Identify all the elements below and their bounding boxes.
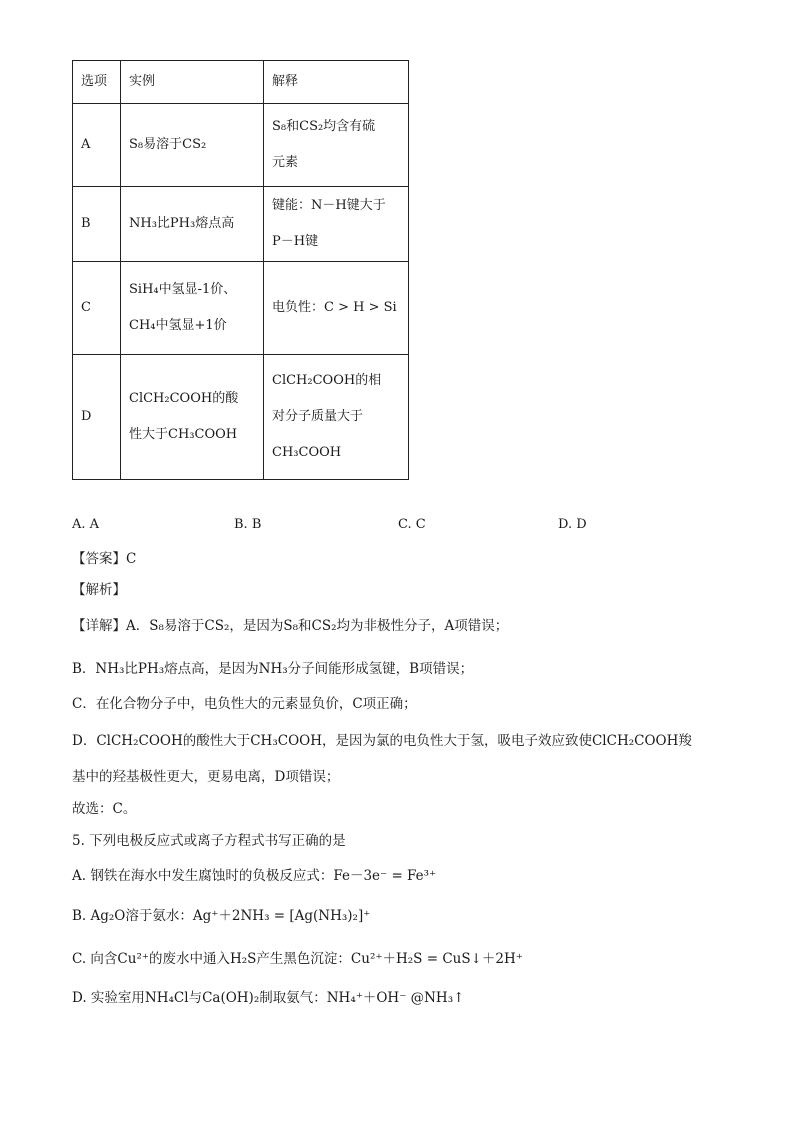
choice-c: C. C	[398, 517, 426, 532]
table-row	[73, 262, 409, 355]
example-line: CH₄中氢显+1价	[129, 318, 227, 333]
explanation-line: ClCH₂COOH的相	[272, 373, 382, 388]
options-table	[72, 60, 409, 480]
option-label: C	[73, 262, 121, 355]
explanation-cell: 电负性：C > H > Si	[264, 262, 409, 355]
question-option-d: D. 实验室用NH₄Cl与Ca(OH)₂制取氨气：NH₄⁺＋OH⁻ @NH₃↑	[72, 990, 465, 1006]
explanation-cell	[264, 355, 409, 480]
explanation-line: S₈和CS₂均含有硫	[272, 119, 376, 134]
explanation-line: B．NH₃比PH₃熔点高，是因为NH₃分子间能形成氢键，B项错误；	[72, 661, 474, 677]
header-option: 选项	[73, 61, 121, 104]
option-label: B	[73, 187, 121, 262]
example-cell	[121, 355, 264, 480]
example-cell	[121, 262, 264, 355]
explanation-line: 基中的羟基极性更大，更易电离，D项错误；	[72, 769, 340, 785]
choice-b: B. B	[234, 517, 262, 532]
explanation-line: D．ClCH₂COOH的酸性大于CH₃COOH，是因为氯的电负性大于氢，吸电子效应致使ClCH₂COOH羧	[72, 733, 692, 749]
explanation-line: C．在化合物分子中，电负性大的元素显负价，C项正确；	[72, 696, 417, 712]
example-cell: S₈易溶于CS₂	[121, 104, 264, 187]
answer-line: 【答案】C	[72, 551, 137, 567]
explanation-cell	[264, 187, 409, 262]
question-stem: 5. 下列电极反应式或离子方程式书写正确的是	[72, 833, 346, 849]
table-row	[73, 104, 409, 187]
option-label: D	[73, 355, 121, 480]
table-header-row	[73, 61, 409, 104]
question-option-a: A. 钢铁在海水中发生腐蚀时的负极反应式：Fe－3e⁻ = Fe³⁺	[72, 868, 437, 884]
choice-a: A. A	[72, 517, 100, 532]
question-option-c: C. 向含Cu²⁺的废水中通入H₂S产生黑色沉淀：Cu²⁺＋H₂S = CuS↓＋2H⁺	[72, 951, 523, 967]
analysis-label: 【解析】	[72, 582, 126, 598]
example-cell: NH₃比PH₃熔点高	[121, 187, 264, 262]
example-line: ClCH₂COOH的酸	[129, 391, 239, 406]
explanation-line: 键能：N－H键大于	[272, 198, 386, 213]
explanation-line: 元素	[272, 155, 299, 170]
header-explanation: 解释	[264, 61, 409, 104]
explanation-line: 【详解】A．S₈易溶于CS₂，是因为S₈和CS₂均为非极性分子，A项错误；	[72, 618, 509, 634]
option-label: A	[73, 104, 121, 187]
question-option-b: B. Ag₂O溶于氨水：Ag⁺＋2NH₃ = [Ag(NH₃)₂]⁺	[72, 908, 371, 924]
explanation-line: 对分子质量大于	[272, 409, 364, 424]
explanation-cell	[264, 104, 409, 187]
explanation-line: P－H键	[272, 234, 319, 249]
explanation-line: 故选：C。	[72, 801, 137, 817]
example-line: 性大于CH₃COOH	[129, 427, 238, 442]
choice-d: D. D	[558, 517, 587, 532]
explanation-line: CH₃COOH	[272, 445, 342, 460]
table-row	[73, 187, 409, 262]
header-example: 实例	[121, 61, 264, 104]
table-row	[73, 355, 409, 480]
example-line: SiH₄中氢显-1价、	[129, 282, 237, 297]
